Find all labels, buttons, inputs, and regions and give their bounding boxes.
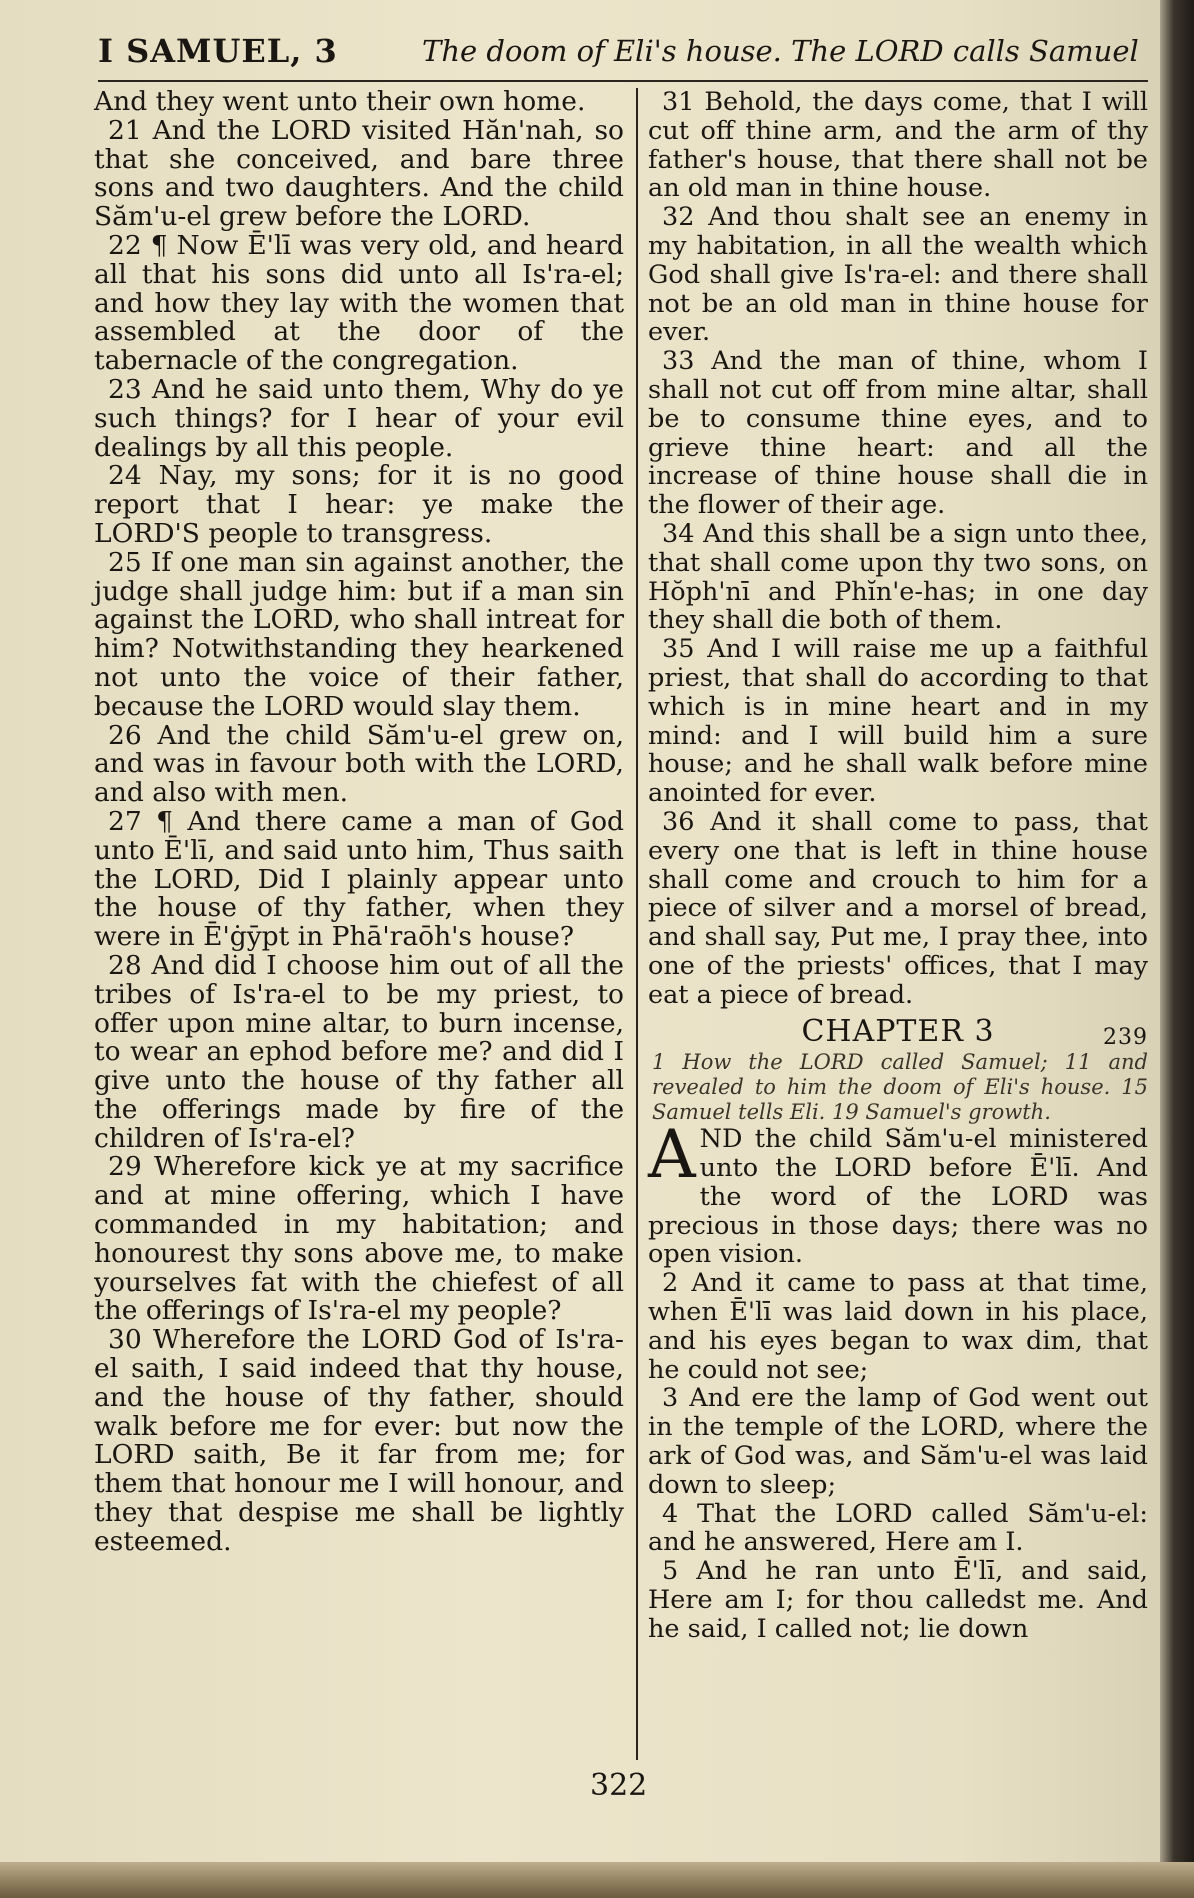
verse-34: 34 And this shall be a sign unto thee, that shall come upon thy two sons, on Hŏph'nī and Phĭn'e-has; in one day they shall die both of them. [648,518,1148,636]
verse-25: 25 If one man sin against another, the judge shall judge him: but if a man sin against the LORD, who shall intreat for him? Notwithstanding they hearkened not unto the voice of their father, because the LORD would slay them. [94,546,624,722]
book-edge-right [1160,0,1194,1898]
drop-cap: A [648,1116,696,1194]
verse-23: 23 And he said unto them, Why do ye such things? for I hear of your evil dealings by all this people. [94,373,624,463]
chapter-title: CHAPTER 3 [801,1013,995,1049]
chapter-summary: 1 How the LORD called Samuel; 11 and revealed to him the doom of Eli's house. 15 Samuel tells Eli. 19 Samuel's growth. [652,1050,1148,1125]
book-edge-bottom [0,1862,1194,1898]
page-number: 322 [590,1768,648,1803]
left-column [94,88,624,1557]
verse-29: 29 Wherefore kick ye at my sacrifice and at mine offering, which I have commanded in my habitation; and honourest thy sons above me, to make yourselves fat with the chiefest of all the offerings of Is'ra-el my people? [94,1151,624,1327]
verse-32: 32 And thou shalt see an enemy in my habitation, in all the wealth which God shall give Is'ra-el: and there shall not be an old man in thine house for ever. [648,202,1148,348]
verse-1: ND the child Săm'u-el ministered unto the LORD before Ē'lī. And the word of the LORD was precious in those days; there was no open vision. [648,1124,1148,1270]
verse-36: 36 And it shall come to pass, that every one that is left in thine house shall come and crouch to him for a piece of silver and a morsel of bread, and shall say, Put me, I pray thee, into one of the priests' offices, that I may eat a piece of bread. [648,806,1148,1010]
header-rule [98,80,1148,82]
running-header [0,28,1160,78]
book-chapter-label: I SAMUEL, 3 [98,32,338,70]
right-column [648,88,1148,1644]
verse-21: 21 And the LORD visited Hăn'nah, so that she conceived, and bare three sons and two daughters. And the child Săm'u-el grew before the LORD. [94,114,624,233]
chapter3-verse-3: 3 And ere the lamp of God went out in the temple of the LORD, where the ark of God was, and Săm'u-el was laid down to sleep; [648,1383,1148,1500]
verse-26: 26 And the child Săm'u-el grew on, and was in favour both with the LORD, and also with men. [94,719,624,809]
verse-27: 27 ¶ And there came a man of God unto Ē'lī, and said unto him, Thus saith the LORD, Did I plainly appear unto the house of thy father, when they were in Ē'ġȳpt in Phā'raōh's house? [94,805,624,953]
verse-28: 28 And did I choose him out of all the tribes of Is'ra-el to be my priest, to offer upon mine altar, to burn incense, to wear an ephod before me? and did I give unto the house of thy father all the offerings made by fire of the children of Is'ra-el? [94,949,624,1154]
verse-31: 31 Behold, the days come, that I will cut off thine arm, and the arm of thy father's house, that there shall not be an old man in thine house. [648,87,1148,204]
chapter3-verse-2: 2 And it came to pass at that time, when Ē'lī was laid down in his place, and his eyes began to wax dim, that he could not see; [648,1268,1148,1385]
verse-30: 30 Wherefore the LORD God of Is'ra-el saith, I said indeed that thy house, and the house of thy father, should walk before me for ever: but now the LORD saith, Be it far from me; for them that honour me I will honour, and they that despise me shall be lightly esteemed. [94,1324,624,1557]
chapter-heading [648,1013,1148,1050]
column-divider [636,88,638,1760]
chapter3-verse-4: 4 That the LORD called Săm'u-el: and he answered, Here am I. [648,1498,1148,1558]
verse-22: 22 ¶ Now Ē'lī was very old, and heard all that his sons did unto all Is'ra-el; and how they lay with the women that assembled at the door of the tabernacle of the congregation. [94,229,624,377]
verse-24: 24 Nay, my sons; for it is no good report that I hear: ye make the LORD'S people to transgress. [94,460,624,549]
verse-33: 33 And the man of thine, whom I shall not cut off from mine altar, shall be to consume thine eyes, and to grieve thine heart: and all the increase of thine house shall die in the flower of their age. [648,346,1148,521]
running-title: The doom of Eli's house. The LORD calls Samuel [422,34,1139,68]
chapter3-verse-5: 5 And he ran unto Ē'lī, and said, Here am I; for thou calledst me. And he said, I called not; lie down [648,1556,1148,1644]
verse-35: 35 And I will raise me up a faithful priest, that shall do according to that which is in mine heart and in my mind: and I will build him a sure house; and he shall walk before mine anointed for ever. [648,634,1148,809]
chapter-number: 239 [1103,1024,1148,1050]
verse-20-end: And they went unto their own home. [94,86,586,117]
chapter-opening [648,1116,1148,1270]
